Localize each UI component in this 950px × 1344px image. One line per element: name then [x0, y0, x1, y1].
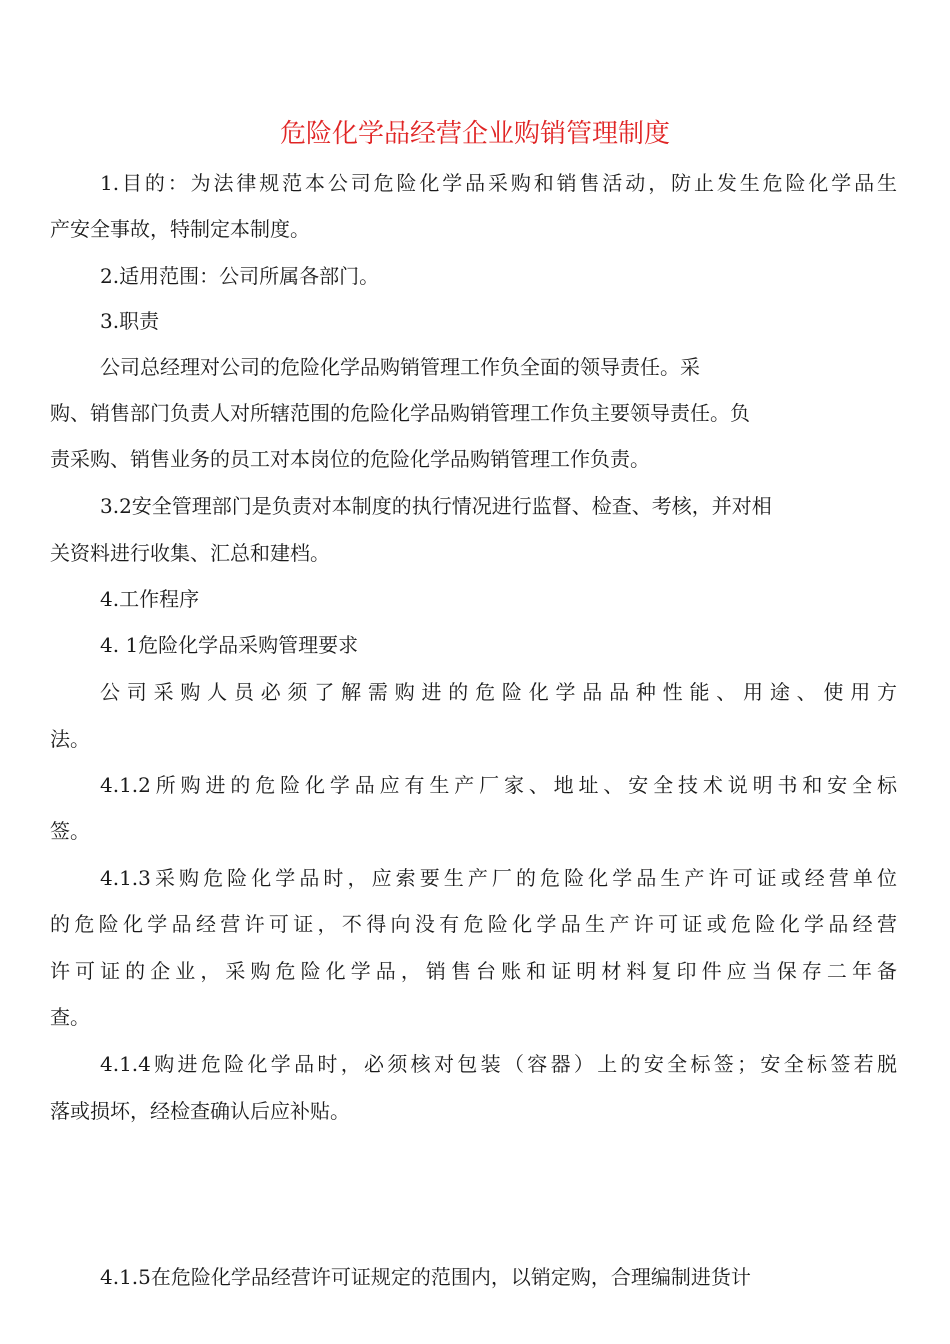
paragraph-line: 责采购、销售业务的员工对本岗位的危险化学品购销管理工作负责。: [50, 447, 650, 471]
paragraph-line: 查。: [50, 1005, 90, 1029]
paragraph-line: 1.目的：为法律规范本公司危险化学品采购和销售活动，防止发生危险化学品生: [100, 171, 897, 195]
paragraph-line: 4.1.4购进危险化学品时，必须核对包装（容器）上的安全标签；安全标签若脱: [100, 1052, 897, 1076]
document-title: 危险化学品经营企业购销管理制度: [279, 119, 670, 149]
paragraph-line: 购、销售部门负责人对所辖范围的危险化学品购销管理工作负主要领导责任。负: [50, 401, 750, 425]
paragraph-line: 4. 1危险化学品采购管理要求: [100, 633, 359, 657]
paragraph-line: 3.2安全管理部门是负责对本制度的执行情况进行监督、检查、考核，并对相: [100, 494, 772, 518]
paragraph-line: 落或损坏，经检查确认后应补贴。: [50, 1099, 350, 1123]
paragraph-line: 产安全事故，特制定本制度。: [50, 217, 310, 241]
paragraph-line: 许可证的企业，采购危险化学品，销售台账和证明材料复印件应当保存二年备: [50, 959, 897, 983]
paragraph-line: 公司总经理对公司的危险化学品购销管理工作负全面的领导责任。采: [100, 355, 700, 379]
paragraph-line: 3.职责: [100, 309, 160, 333]
paragraph-line: 关资料进行收集、汇总和建档。: [50, 541, 330, 565]
paragraph-line: 公司采购人员必须了解需购进的危险化学品品种性能、用途、使用方: [100, 680, 897, 704]
paragraph-line: 4.1.3采购危险化学品时，应索要生产厂的危险化学品生产许可证或经营单位: [100, 866, 897, 890]
paragraph-line: 4.1.5在危险化学品经营许可证规定的范围内，以销定购，合理编制进货计: [100, 1265, 751, 1289]
paragraph-line: 法。: [50, 727, 90, 751]
paragraph-line: 2.适用范围：公司所属各部门。: [100, 264, 380, 288]
paragraph-line: 签。: [50, 819, 90, 843]
paragraph-line: 的危险化学品经营许可证，不得向没有危险化学品生产许可证或危险化学品经营: [50, 912, 897, 936]
paragraph-line: 4.1.2所购进的危险化学品应有生产厂家、地址、安全技术说明书和安全标: [100, 773, 897, 797]
paragraph-line: 4.工作程序: [100, 587, 200, 611]
